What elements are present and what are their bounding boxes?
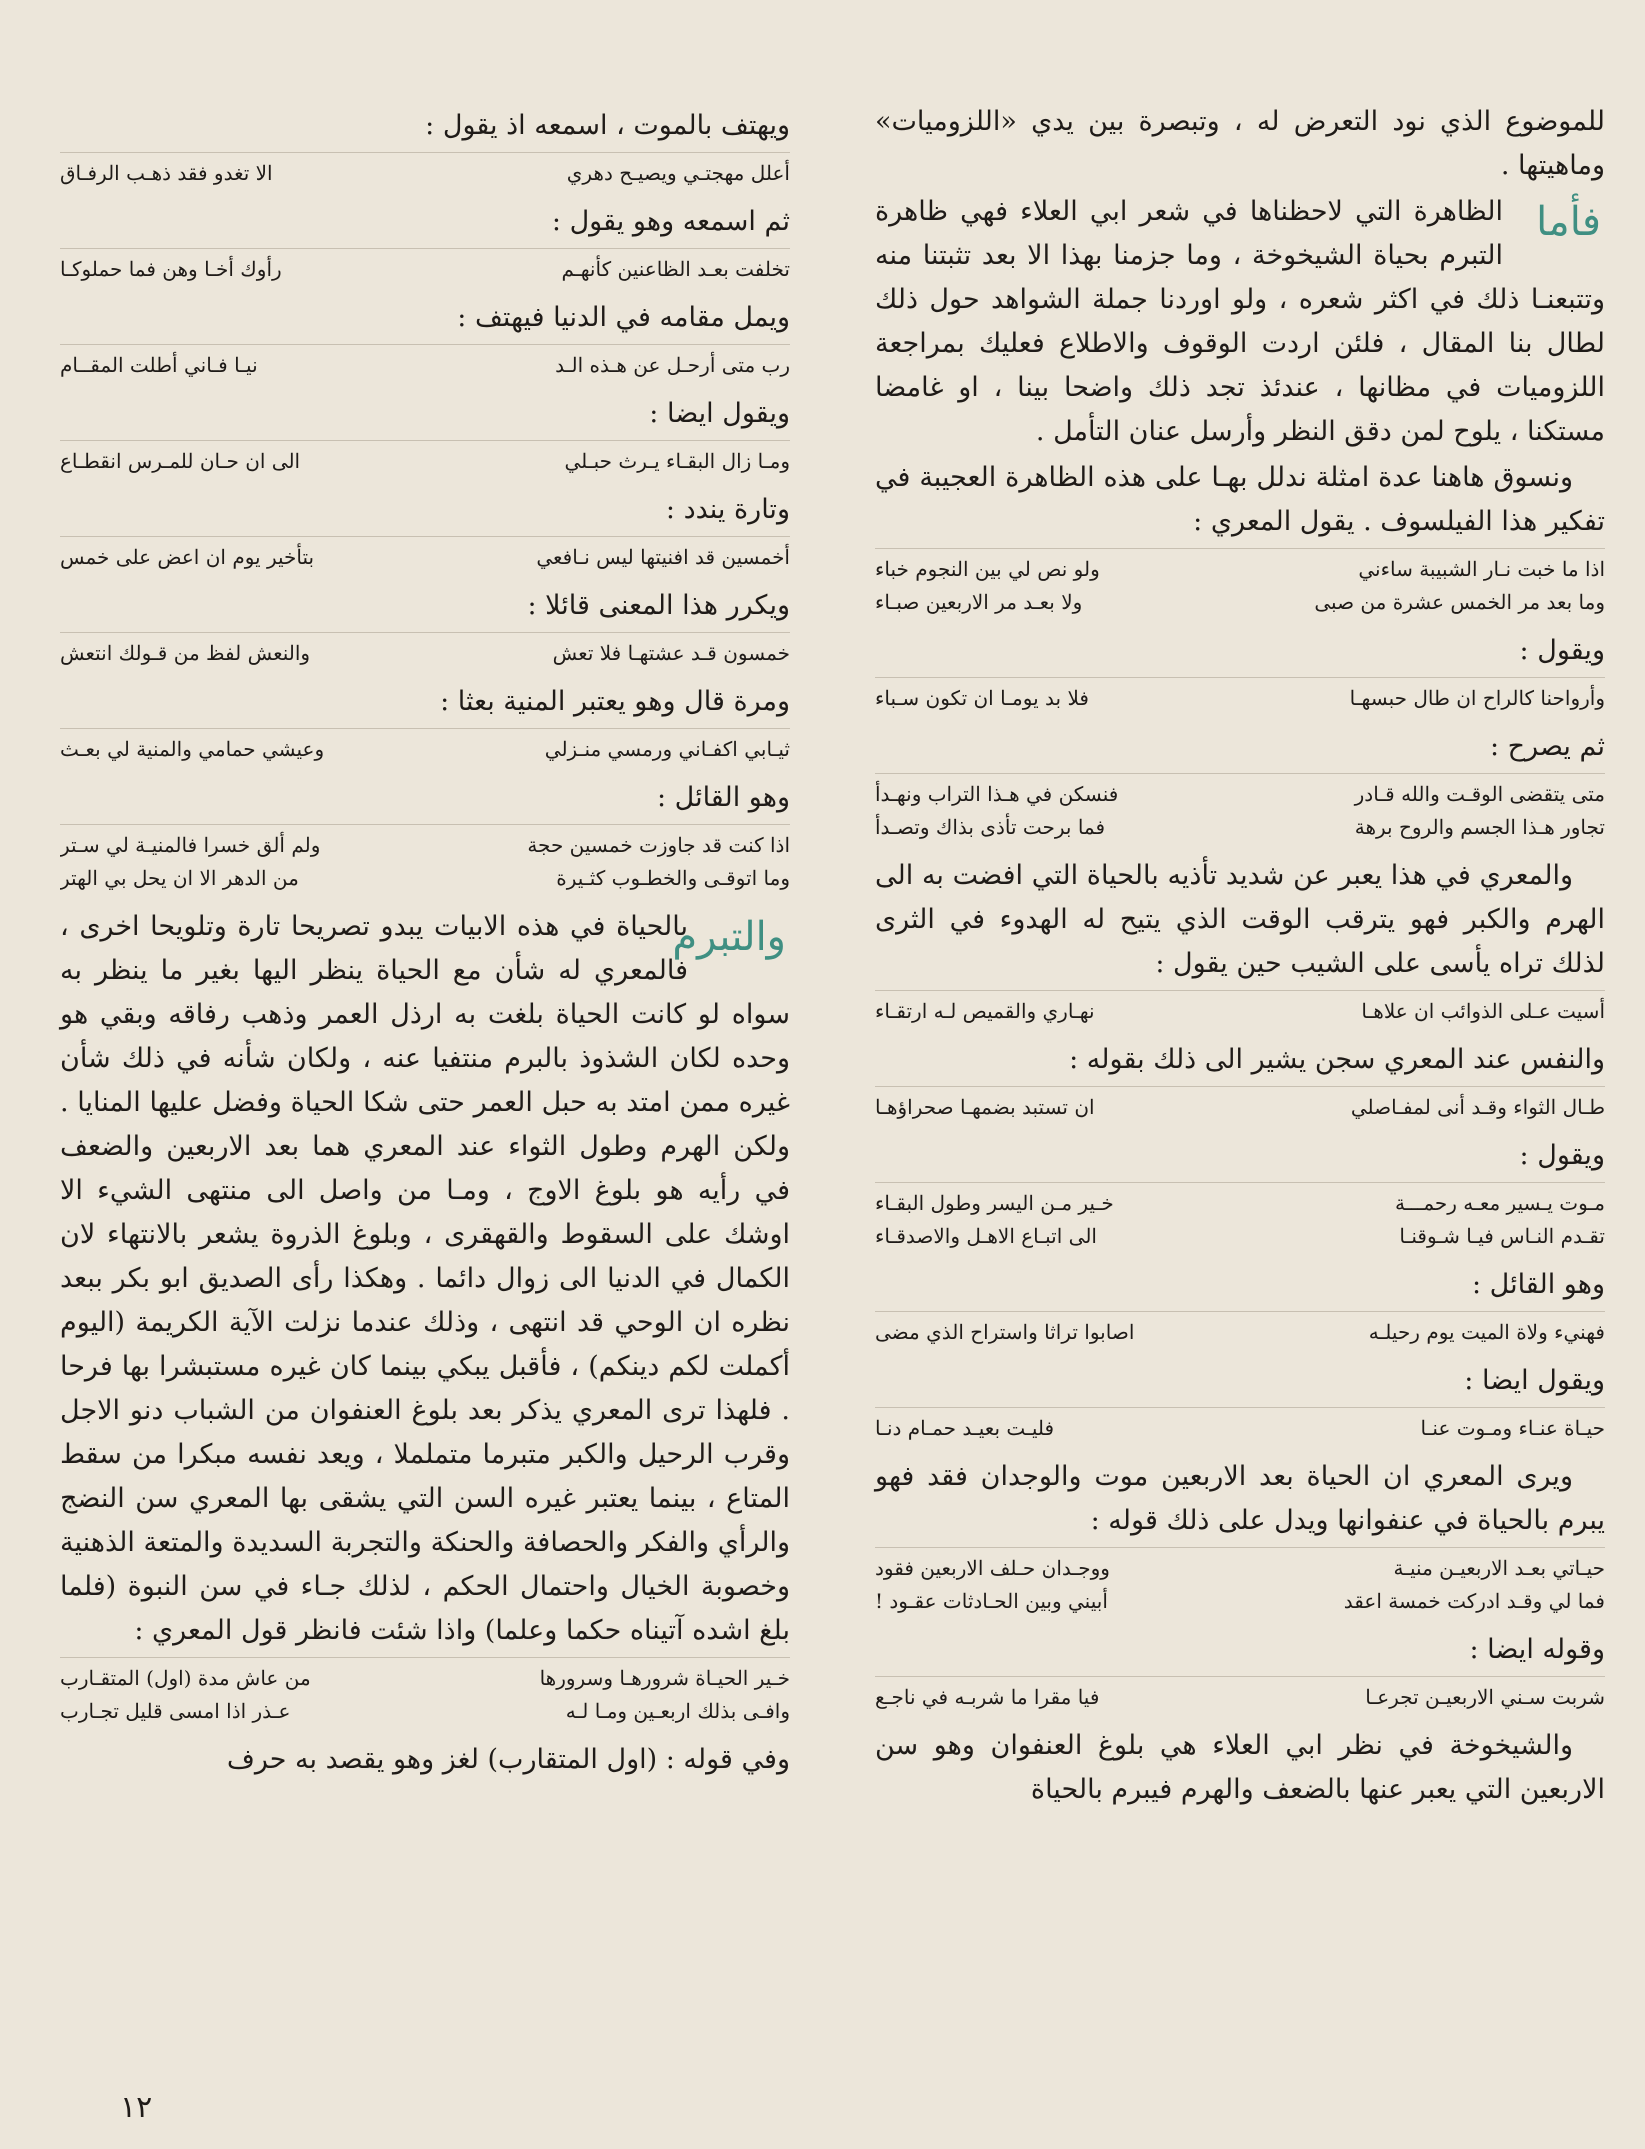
verse-first-hemistich: مـوت يـسير معـه رحمـــة xyxy=(1395,1191,1605,1215)
verse-line xyxy=(60,1662,790,1695)
poem-block xyxy=(875,990,1605,1028)
verse-second-hemistich: فنسكن في هـذا التراب ونهـدأ xyxy=(875,782,1119,806)
verse-line xyxy=(875,586,1605,619)
verse-first-hemistich: تجاور هـذا الجسم والروح برهة xyxy=(1354,815,1605,839)
paragraph: وفي قوله : (اول المتقارب) لغز وهو يقصد به حرف xyxy=(226,1744,790,1775)
verse-line xyxy=(60,349,790,382)
verse-second-hemistich: بتأخير يوم ان اعض على خمس xyxy=(60,545,315,569)
verse-second-hemistich: رأوك أخـا وهن فما حملوكـا xyxy=(60,257,282,281)
verse-first-hemistich: حيـاتي بعـد الاربعيـن منيـة xyxy=(1393,1556,1605,1580)
verse-line xyxy=(875,811,1605,844)
section-heading: والنفس عند المعري سجن يشير الى ذلك بقوله : xyxy=(1069,1044,1605,1075)
verse-second-hemistich: فليـت بعيـد حمـام دنـا xyxy=(875,1416,1055,1440)
verse-first-hemistich: متى يتقضى الوقـت والله قـادر xyxy=(1354,782,1605,806)
paragraph: للموضوع الذي نود التعرض له ، وتبصرة بين يدي «اللزوميات» وماهيتها . xyxy=(875,106,1605,181)
verse-line xyxy=(875,1316,1605,1349)
section-heading: وهو القائل : xyxy=(656,782,790,813)
paragraph: ويرى المعري ان الحياة بعد الاربعين موت والوجدان فقد فهو يبرم بالحياة في عنفوانها ويدل على ذلك قوله : xyxy=(875,1461,1605,1536)
verse-second-hemistich: فيا مقرا ما شربـه في ناجـع xyxy=(875,1685,1100,1709)
paragraph xyxy=(60,905,790,1653)
verse-second-hemistich: ووجـدان حـلف الاربعين فقود xyxy=(875,1556,1110,1580)
verse-line xyxy=(875,1585,1605,1618)
section-heading: وقوله ايضا : xyxy=(1469,1634,1605,1665)
verse-first-hemistich: أعلل مهجتـي ويصيـح دهري xyxy=(566,161,790,185)
verse-first-hemistich: وأرواحنا كالراح ان طال حبسهـا xyxy=(1349,686,1605,710)
verse-second-hemistich: ولو نص لي بين النجوم خباء xyxy=(875,557,1100,581)
section-heading: ويقول ايضا : xyxy=(649,398,790,429)
paragraph: ونسوق هاهنا عدة امثلة ندلل بهـا على هذه الظاهرة العجيبة في تفكير هذا الفيلسوف . يقول المعري : xyxy=(875,462,1605,537)
verse-first-hemistich: خـير الحيـاة شرورهـا وسرورها xyxy=(539,1666,790,1690)
section-heading: ثم اسمعه وهو يقول : xyxy=(551,206,790,237)
poem-block xyxy=(60,536,790,574)
verse-first-hemistich: أخمسين قد افنيتها ليس نـافعي xyxy=(536,545,790,569)
verse-first-hemistich: فهنيء ولاة الميت يوم رحيلـه xyxy=(1368,1320,1605,1344)
section-heading: ويقول : xyxy=(1519,1140,1605,1171)
verse-second-hemistich: ولم ألق خسرا فالمنيـة لي سـتر xyxy=(60,833,321,857)
poem-block xyxy=(875,1086,1605,1124)
paragraph: والشيخوخة في نظر ابي العلاء هي بلوغ العنفوان وهو سن الاربعين التي يعبر عنها بالضعف والهرم فيبرم بالحياة xyxy=(875,1730,1605,1805)
left-column xyxy=(60,100,790,1784)
verse-first-hemistich: وافـى بذلك اربعـين ومـا لـه xyxy=(565,1699,790,1723)
verse-line xyxy=(60,637,790,670)
section-heading: وتارة يندد : xyxy=(665,494,790,525)
poem-block xyxy=(60,152,790,190)
verse-line xyxy=(875,553,1605,586)
verse-line xyxy=(875,1187,1605,1220)
poem-block xyxy=(60,344,790,382)
section-heading: ويكرر هذا المعنى قائلا : xyxy=(527,590,790,621)
verse-line xyxy=(875,1412,1605,1445)
verse-first-hemistich: رب متى أرحـل عن هـذه الـد xyxy=(555,353,790,377)
verse-first-hemistich: وما اتوقـى والخطـوب كثـيرة xyxy=(556,866,790,890)
calligraphic-drop-word xyxy=(1513,190,1605,260)
verse-second-hemistich: عـذر اذا امسى قليل تجـارب xyxy=(60,1699,291,1723)
verse-first-hemistich: فما لي وقـد ادركت خمسة اعقد xyxy=(1343,1589,1605,1613)
verse-line xyxy=(60,829,790,862)
calligraphic-drop-word xyxy=(672,905,790,975)
verse-second-hemistich: من عاش مدة (اول) المتقـارب xyxy=(60,1666,311,1690)
drop-word-text: والتبرم xyxy=(672,914,786,960)
verse-first-hemistich: حيـاة عنـاء ومـوت عنـا xyxy=(1420,1416,1605,1440)
section-heading: ومرة قال وهو يعتبر المنية بعثا : xyxy=(440,686,790,717)
verse-line xyxy=(875,1220,1605,1253)
verse-line xyxy=(875,1681,1605,1714)
verse-first-hemistich: ومـا زال البقـاء يـرث حبـلي xyxy=(564,449,790,473)
verse-first-hemistich: طـال الثواء وقـد أنى لمفـاصلي xyxy=(1350,1095,1605,1119)
verse-second-hemistich: ان تستبد بضمهـا صحراؤهـا xyxy=(875,1095,1095,1119)
verse-line xyxy=(60,157,790,190)
verse-line xyxy=(60,1695,790,1728)
section-heading: ويمل مقامه في الدنيا فيهتف : xyxy=(457,302,790,333)
poem-block xyxy=(60,440,790,478)
poem-block xyxy=(875,1182,1605,1253)
verse-second-hemistich: أبيني وبين الحـادثات عقـود ! xyxy=(875,1589,1108,1613)
poem-block xyxy=(875,1676,1605,1714)
verse-first-hemistich: تخلفت بعـد الظاعنين كأنهـم xyxy=(561,257,790,281)
paragraph-text: بالحياة في هذه الابيات يبدو تصريحا تارة وتلويحا اخرى ، فالمعري له شأن مع الحياة ينظر اليها بغير ما ينظر به سواه لو كانت الحياة بلغت به ارذل العمر وذهب رفاقه وبقي هو وحده لكان الشذوذ بالبرم منتفيا عنه ، ولكان شأنه في ذلك شأن غيره ممن امتد به حبل العمر حتى شكا الحياة وفضل عليها المنايا . ولكن الهرم وطول الثواء عند المعري هما بعد الاربعين والضعف في رأيه هو بلوغ الاوج ، ومـا من واصل الى منتهى الشيء الا اوشك على السقوط والقهقرى ، وبلوغ الذروة يشعر بالانتهاء لان الكمال في الدنيا الى زوال دائما . وهكذا رأى الصديق ابو بكر ببعد نظره ان الوحي قد انتهى ، وذلك عندما نزلت الآية الكريمة (اليوم أكملت لكم دينكم) ، فأقبل يبكي بينما كان غيره مستبشرا بها فرحا . فلهذا ترى المعري يذكر بعد بلوغ العنفوان من الشباب دنو الاجل وقرب الرحيل والكبر متبرما متململا ، ويعد نفسه مبكرا من سقط المتاع ، بينما يعتبر غيره السن التي يشقى بها المعري سن النضج والرأي والفكر والحصافة والحنكة والتجربة السديدة والمتعة الذهنية وخصوبة الخيال واحتمال الحكم ، لذلك جـاء في سن النبوة (فلما بلغ اشده آتيناه حكما وعلما) واذا شئت فانظر قول المعري : xyxy=(60,911,790,1646)
verse-second-hemistich: خـير مـن اليسر وطول البقـاء xyxy=(875,1191,1114,1215)
section-heading: ويقول : xyxy=(1519,635,1605,666)
verse-line xyxy=(60,733,790,766)
verse-second-hemistich: ولا بعـد مر الاربعين صبـاء xyxy=(875,590,1083,614)
poem-block xyxy=(60,728,790,766)
verse-second-hemistich: وعيشي حمامي والمنية لي بعـث xyxy=(60,737,325,761)
verse-first-hemistich: شربت سـني الاربعيـن تجرعـا xyxy=(1365,1685,1605,1709)
verse-second-hemistich: نيـا فـاني أطلت المقــام xyxy=(60,353,258,377)
verse-line xyxy=(875,778,1605,811)
verse-second-hemistich: الى اتبـاع الاهـل والاصدقـاء xyxy=(875,1224,1097,1248)
verse-second-hemistich: الا تغدو فقد ذهـب الرفـاق xyxy=(60,161,273,185)
verse-line xyxy=(60,253,790,286)
verse-first-hemistich: ثيـابي اكفـاني ورمسي منـزلي xyxy=(544,737,790,761)
paragraph: والمعري في هذا يعبر عن شديد تأذيه بالحياة التي افضت به الى الهرم والكبر فهو يترقب الوقت الذي يتيح له الهدوء في الثرى لذلك تراه يأسى على الشيب حين يقول : xyxy=(875,860,1605,979)
verse-second-hemistich: اصابوا تراثا واستراح الذي مضى xyxy=(875,1320,1135,1344)
verse-second-hemistich: الى ان حـان للمـرس انقطـاع xyxy=(60,449,301,473)
verse-second-hemistich: والنعش لفظ من قـولك انتعش xyxy=(60,641,311,665)
paragraph-text: الظاهرة التي لاحظناها في شعر ابي العلاء فهي ظاهرة التبرم بحياة الشيخوخة ، وما جزمنا بهذا الا بعد تثبتنا منه وتتبعنـا ذلك في اكثر شعره ، ولو اوردنا جملة الشواهد حول ذلك لطال بنا المقال ، فلئن اردت الوقوف والاطلاع فعليك بمراجعة اللزوميات في مظانها ، عندئذ تجد ذلك واضحا بينا ، او غامضا مستكنا ، يلوح لمن دقق النظر وأرسل عنان التأمل . xyxy=(875,196,1605,447)
paragraph xyxy=(875,190,1605,454)
poem-block xyxy=(60,632,790,670)
verse-second-hemistich: من الدهر الا ان يحل بي الهتر xyxy=(60,866,299,890)
poem-block xyxy=(875,548,1605,619)
page-number: ١٢ xyxy=(120,2090,153,2125)
poem-block xyxy=(875,1311,1605,1349)
verse-line xyxy=(875,1091,1605,1124)
verse-line xyxy=(875,1552,1605,1585)
poem-block xyxy=(60,248,790,286)
right-column xyxy=(875,100,1605,1814)
poem-block xyxy=(875,677,1605,715)
verse-first-hemistich: اذا كنت قد جاوزت خمسين حجة xyxy=(527,833,790,857)
verse-line xyxy=(60,862,790,895)
verse-first-hemistich: أسيت عـلى الذوائب ان علاهـا xyxy=(1361,999,1605,1023)
verse-first-hemistich: وما بعد مر الخمس عشرة من صبى xyxy=(1314,590,1605,614)
verse-line xyxy=(875,995,1605,1028)
section-heading: ثم يصرح : xyxy=(1489,731,1605,762)
poem-block xyxy=(875,773,1605,844)
verse-first-hemistich: اذا ما خبت نـار الشبيبة ساءني xyxy=(1358,557,1605,581)
verse-second-hemistich: نهـاري والقميص لـه ارتقـاء xyxy=(875,999,1095,1023)
poem-block xyxy=(875,1547,1605,1618)
poem-block xyxy=(875,1407,1605,1445)
section-heading: ويهتف بالموت ، اسمعه اذ يقول : xyxy=(425,110,790,141)
verse-second-hemistich: فلا بد يومـا ان تكون سـباء xyxy=(875,686,1089,710)
drop-word-text: فأما xyxy=(1536,199,1601,245)
section-heading: وهو القائل : xyxy=(1471,1269,1605,1300)
verse-line xyxy=(875,682,1605,715)
verse-first-hemistich: تقـدم النـاس فيـا شـوقنـا xyxy=(1399,1224,1605,1248)
verse-line xyxy=(60,541,790,574)
verse-line xyxy=(60,445,790,478)
section-heading: ويقول ايضا : xyxy=(1464,1365,1605,1396)
poem-block xyxy=(60,824,790,895)
verse-first-hemistich: خمسون قـد عشتهـا فلا تعش xyxy=(552,641,790,665)
verse-second-hemistich: فما برحت تأذى بذاك وتصـدأ xyxy=(875,815,1106,839)
poem-block xyxy=(60,1657,790,1728)
